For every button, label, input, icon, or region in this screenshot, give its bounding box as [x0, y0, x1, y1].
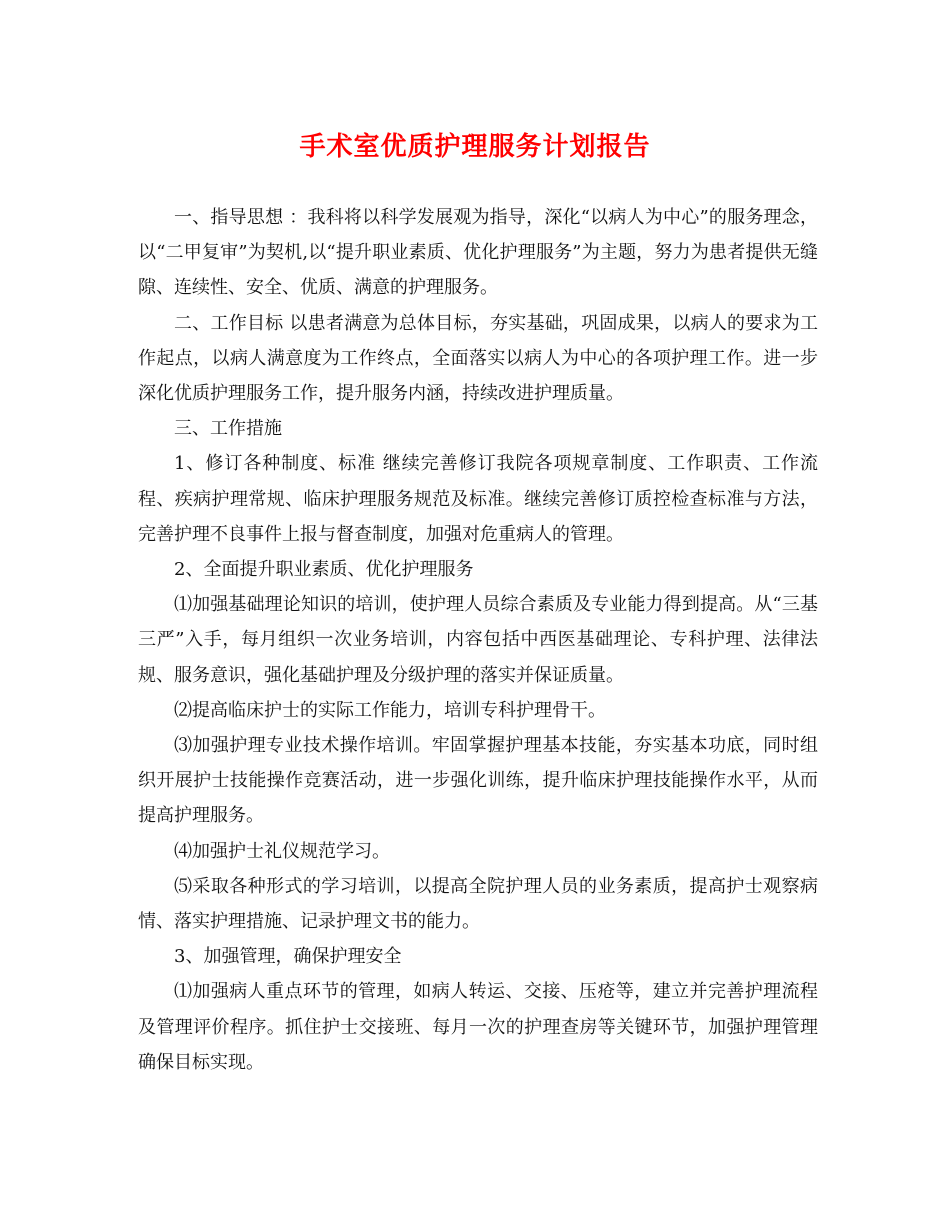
document-title: 手术室优质护理服务计划报告	[299, 132, 651, 162]
paragraph-measure-2-item-1: ⑴加强基础理论知识的培训，使护理人员综合素质及专业能力得到提高。从“三基三严”入手，每月组织一次业务培训，内容包括中西医基础理论、专科护理、法律法规、服务意识，强化基础护理及分级护理的落实并保证质量。	[138, 594, 818, 686]
paragraph-measure-2-item-2: ⑵提高临床护士的实际工作能力，培训专科护理骨干。	[174, 699, 606, 721]
paragraph-measure-1: 1、修订各种制度、标准 继续完善修订我院各项规章制度、工作职责、工作流程、疾病护理常规、临床护理服务规范及标准。继续完善修订质控检查标准与方法，完善护理不良事件上报与督查制度，加强对危重病人的管理。	[138, 453, 818, 545]
paragraph-measure-2-item-3: ⑶加强护理专业技术操作培训。牢固掌握护理基本技能，夯实基本功底，同时组织开展护士技能操作竞赛活动，进一步强化训练，提升临床护理技能操作水平，从而提高护理服务。	[138, 735, 818, 827]
document-body	[138, 200, 818, 1080]
heading-measure-3: 3、加强管理，确保护理安全	[174, 946, 402, 968]
paragraph-measure-2-item-5: ⑸采取各种形式的学习培训，以提高全院护理人员的业务素质，提高护士观察病情、落实护理措施、记录护理文书的能力。	[138, 875, 818, 933]
paragraph-guiding-ideology: 一、指导思想 ：我科将以科学发展观为指导，深化“以病人为中心”的服务理念，以“二甲复审”为契机,以“提升职业素质、优化护理服务”为主题，努力为患者提供无缝隙、连续性、安全、优质、满意的护理服务。	[138, 207, 818, 299]
paragraph-measure-3-item-1: ⑴加强病人重点环节的管理，如病人转运、交接、压疮等，建立并完善护理流程及管理评价程序。抓住护士交接班、每月一次的护理查房等关键环节，加强护理管理确保目标实现。	[138, 981, 818, 1073]
paragraph-measure-2-item-4: ⑷加强护士礼仪规范学习。	[174, 840, 390, 862]
heading-work-measures: 三、工作措施	[174, 418, 282, 440]
heading-measure-2: 2、全面提升职业素质、优化护理服务	[174, 559, 474, 581]
paragraph-work-goals: 二、工作目标 以患者满意为总体目标，夯实基础，巩固成果，以病人的要求为工作起点，以病人满意度为工作终点，全面落实以病人为中心的各项护理工作。进一步深化优质护理服务工作，提升服务内涵，持续改进护理质量。	[138, 312, 818, 405]
